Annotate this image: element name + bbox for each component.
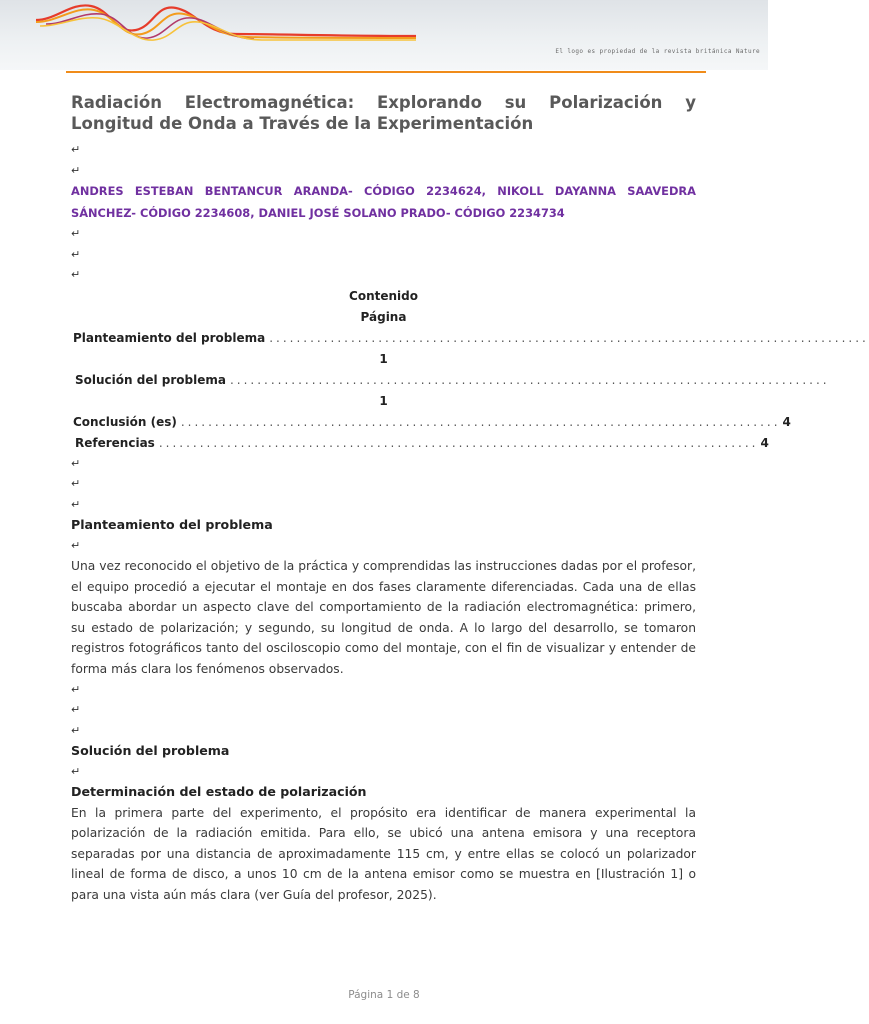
toc-entry[interactable]: [71, 370, 830, 391]
toc-leader: ........................................................................................: [158, 435, 759, 450]
toc-entry[interactable]: [71, 328, 869, 349]
section-heading-planteamiento: Planteamiento del problema: [71, 517, 273, 532]
paragraph-mark: ↵: [71, 143, 81, 156]
paragraph-mark: ↵: [71, 703, 81, 717]
toc-entry-page: 4: [782, 414, 791, 429]
toc-entry-label: Conclusión (es): [73, 414, 177, 429]
toc-entry[interactable]: [71, 412, 791, 433]
section-heading-solucion: Solución del problema: [71, 743, 230, 759]
authors-line-1: ANDRES ESTEBAN BENTANCUR ARANDA- CÓDIGO 2234624, NIKOLL DAYANNA SAAVEDRA: [71, 184, 696, 198]
toc-entry-label: Planteamiento del problema: [73, 330, 266, 345]
toc-leader: ........................................................................................: [269, 330, 869, 345]
toc-entry-page: 4: [760, 435, 769, 450]
toc-entry-label: Solución del problema: [75, 372, 226, 387]
paragraph-mark: ↵: [71, 764, 81, 778]
toc-page-heading: Página: [360, 309, 407, 324]
header-rule: [66, 71, 706, 73]
document-title: [71, 92, 696, 134]
paragraph-mark: ↵: [71, 682, 81, 696]
title-line-1: Radiación Electromagnética: Explorando su Polarización y: [71, 93, 696, 112]
toc-entry[interactable]: [71, 433, 769, 454]
toc-entry-page: 1: [379, 393, 388, 408]
authors-line-2: SÁNCHEZ- CÓDIGO 2234608, DANIEL JOSÉ SOLANO PRADO- CÓDIGO 2234734: [71, 205, 565, 220]
document-page: [71, 92, 869, 906]
toc-entry-page: 1: [379, 351, 388, 366]
paragraph-mark: ↵: [71, 163, 81, 177]
toc-leader: ........................................................................................: [229, 372, 830, 387]
logo-ownership-note: El logo es propiedad de la revista británica Nature: [555, 48, 760, 55]
toc-entry-label: Referencias: [75, 435, 155, 450]
subsection-heading-polarizacion: Determinación del estado de polarización: [71, 784, 367, 800]
paragraph-mark: ↵: [71, 538, 81, 552]
solucion-paragraph: En la primera parte del experimento, el propósito era identificar de manera experimental la polarización de la radiación emitida. Para ello, se ubicó una antena emisora y una receptora separadas por una distancia de aproximadamente 115 cm, y entre ellas se colocó un polarizador lineal de forma de disco, a unos 10 cm de la antena emisor como se muestra en [Ilustración 1] o para una vista aún más clara (ver Guía del profesor, 2025).: [71, 805, 696, 902]
page-number: Página 1 de 8: [348, 989, 420, 1001]
paragraph-mark: ↵: [71, 477, 81, 490]
toc-heading: Contenido: [349, 288, 418, 303]
paragraph-mark: ↵: [71, 497, 81, 511]
title-line-2: Longitud de Onda a Través de la Experimentación: [71, 114, 534, 133]
header-band: [0, 0, 768, 70]
paragraph-mark: ↵: [71, 268, 81, 281]
paragraph-mark: ↵: [71, 723, 81, 737]
toc-leader: ........................................................................................: [180, 414, 781, 429]
planteamiento-paragraph: Una vez reconocido el objetivo de la práctica y comprendidas las instrucciones dadas por el profesor, el equipo procedió a ejecutar el montaje en dos fases claramente diferenciadas. Cada una de ellas buscaba abordar un aspecto clave del comportamiento de la radiación electromagnética: primero, su estado de polarización; y segundo, su longitud de onda. A lo largo del desarrollo, se tomaron registros fotográficos tanto del osciloscopio como del montaje, con el fin de visualizar y entender de forma más clara los fenómenos observados.: [71, 559, 696, 676]
nature-logo-waves: [36, 0, 416, 48]
paragraph-mark: ↵: [71, 456, 81, 470]
paragraph-mark: ↵: [71, 247, 81, 261]
paragraph-mark: ↵: [71, 227, 81, 240]
authors: [71, 181, 696, 224]
